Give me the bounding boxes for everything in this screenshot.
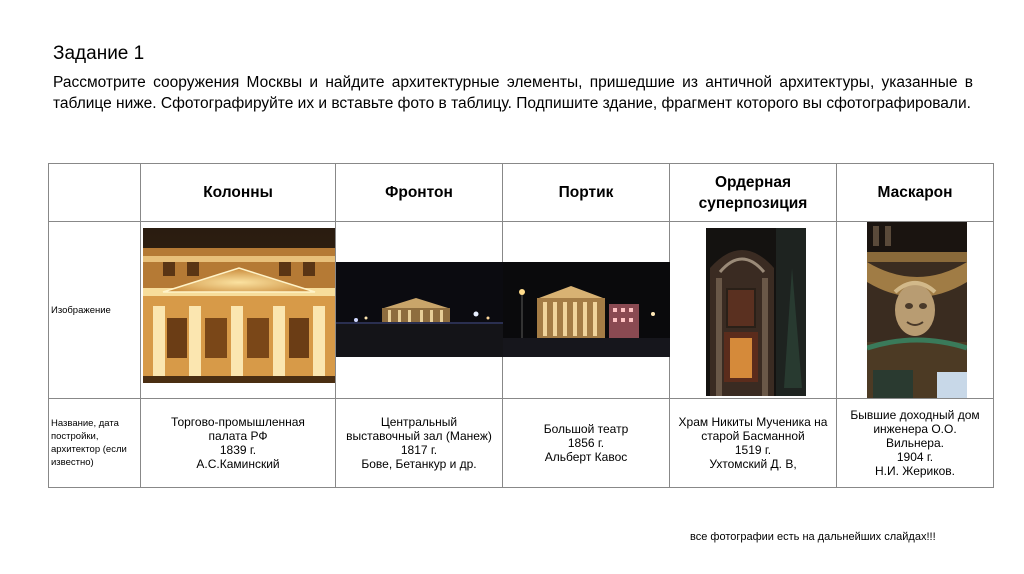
photo-church-nikita [706,228,806,396]
photo-cell-portico [503,222,670,399]
header-pediment: Фронтон [336,164,503,222]
task-description: Рассмотрите сооружения Москвы и найдите архитектурные элементы, пришедшие из античной архитектуры, указанные в таблице ниже. Сфотографируйте их и вставьте фото в таблицу. Подпишите здание, фрагмент которого вы сфотографировали. [53,74,973,112]
caption-line: 1856 г. [567,436,605,450]
caption-line: Вильнера. [886,436,944,450]
caption-line: 1519 г. [734,443,772,457]
caption-line: Бове, Бетанкур и др. [361,457,477,471]
caption-pediment [336,399,503,488]
row-label-caption: Название, дата постройки, архитектор (если известно) [49,399,141,488]
caption-line: 1839 г. [219,443,257,457]
caption-line: Большой театр [543,422,629,436]
photo-mascaron-house [867,222,967,398]
caption-line: Храм Никиты Мученика на [678,415,828,429]
row-label-image: Изображение [49,222,141,399]
header-columns: Колонны [141,164,336,222]
header-portico: Портик [503,164,670,222]
caption-mascaron [837,399,994,488]
caption-line: инженера О.О. [873,422,957,436]
photo-chamber-of-commerce [143,228,335,383]
caption-order-superposition [670,399,837,488]
caption-line: Торгово-промышленная [171,415,305,429]
caption-line: выставочный зал (Манеж) [346,429,492,443]
header-row [49,164,994,222]
caption-line: 1904 г. [896,450,934,464]
header-order-superposition: Ордерная суперпозиция [670,164,837,222]
caption-line: Н.И. Жериков. [874,464,956,478]
photo-cell-pediment [336,222,503,399]
image-row [49,222,994,399]
slide-title: Задание 1 [53,43,145,64]
corner-cell [49,164,141,222]
caption-columns [141,399,336,488]
caption-portico [503,399,670,488]
photo-cell-order-superposition [670,222,837,399]
caption-line: 1817 г. [400,443,438,457]
caption-line: Ухтомский Д. В, [709,457,797,471]
caption-line: Центральный [380,415,458,429]
photo-cell-mascaron [837,222,994,399]
caption-line: старой Басманной [701,429,805,443]
caption-line: палата РФ [208,429,268,443]
caption-line: Альберт Кавос [544,450,628,464]
assignment-table [48,163,994,488]
photo-bolshoi-theatre [503,262,670,357]
photo-manege [336,262,503,357]
header-mascaron: Маскарон [837,164,994,222]
caption-row [49,399,994,488]
photo-cell-columns [141,222,336,399]
footnote: все фотографии есть на дальнейших слайдах!!! [690,531,936,543]
caption-line: Бывшие доходный дом [850,408,980,422]
caption-line: А.С.Каминский [196,457,280,471]
